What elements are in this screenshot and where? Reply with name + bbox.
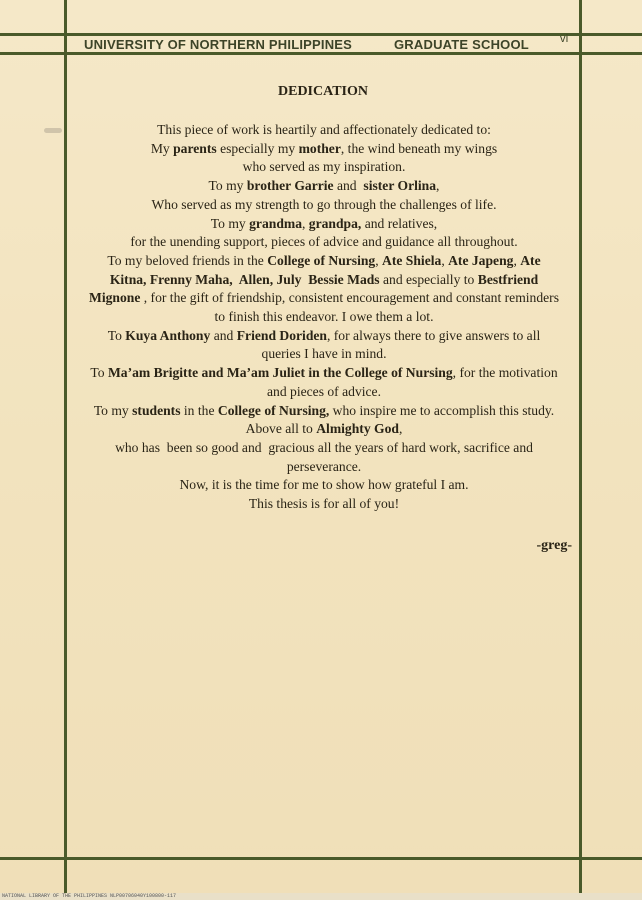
scan-footer — [0, 893, 642, 900]
dedication-line: Mignone , for the gift of friendship, consistent encouragement and constant reminders — [89, 290, 559, 306]
page-header — [68, 33, 578, 52]
dedication-line: who has been so good and gracious all the years of hard work, sacrifice and — [115, 439, 533, 455]
frame-left-line — [64, 0, 67, 900]
dedication-line: Kitna, Frenny Maha, Allen, July Bessie Mads and especially to Bestfriend — [109, 271, 539, 287]
dedication-line: perseverance. — [286, 458, 362, 474]
page-number: vi — [560, 33, 569, 45]
dedication-line: To my grandma, grandpa, and relatives, — [210, 215, 438, 231]
frame-bottom-line — [0, 857, 642, 860]
dedication-line: To Ma’am Brigitte and Ma’am Juliet in the College of Nursing, for the motivation — [90, 365, 558, 381]
dedication-line: and pieces of advice. — [267, 383, 381, 399]
university-name: UNIVERSITY OF NORTHERN PHILIPPINES — [84, 37, 353, 52]
signature: -greg- — [536, 538, 572, 553]
footer-text: NATIONAL LIBRARY OF THE PHILIPPINES NLP00706040Y100800-117 — [2, 893, 177, 899]
page-title: DEDICATION — [278, 84, 368, 99]
frame-right-line — [579, 0, 582, 900]
dedication-line: To Kuya Anthony and Friend Doriden, for always there to give answers to all — [107, 327, 541, 343]
dedication-line: for the unending support, pieces of advice and guidance all throughout. — [130, 234, 518, 250]
frame-header-line — [0, 52, 642, 55]
dedication-line: Now, it is the time for me to show how grateful I am. — [179, 477, 469, 493]
dedication-line: To my brother Garrie and sister Orlina, — [208, 178, 440, 194]
dedication-line: This thesis is for all of you! — [248, 496, 400, 512]
dedication-line: To my beloved friends in the College of Nursing, Ate Shiela, Ate Japeng, Ate — [107, 252, 541, 268]
dedication-line: My parents especially my mother, the wind beneath my wings — [150, 140, 498, 156]
dedication-line: who served as my inspiration. — [242, 159, 406, 175]
scan-smudge — [44, 128, 62, 133]
dedication-line: Above all to Almighty God, — [245, 421, 403, 437]
dedication-line: queries I have in mind. — [261, 346, 387, 362]
school-name: GRADUATE SCHOOL — [394, 37, 529, 52]
dedication-line: Who served as my strength to go through the challenges of life. — [151, 196, 497, 212]
dedication-line: to finish this endeavor. I owe them a lot. — [214, 309, 434, 325]
dedication-line: This piece of work is heartily and affectionately dedicated to: — [157, 122, 491, 137]
dedication-line: To my students in the College of Nursing, who inspire me to accomplish this study. — [93, 402, 555, 418]
dedication-body — [72, 121, 576, 514]
